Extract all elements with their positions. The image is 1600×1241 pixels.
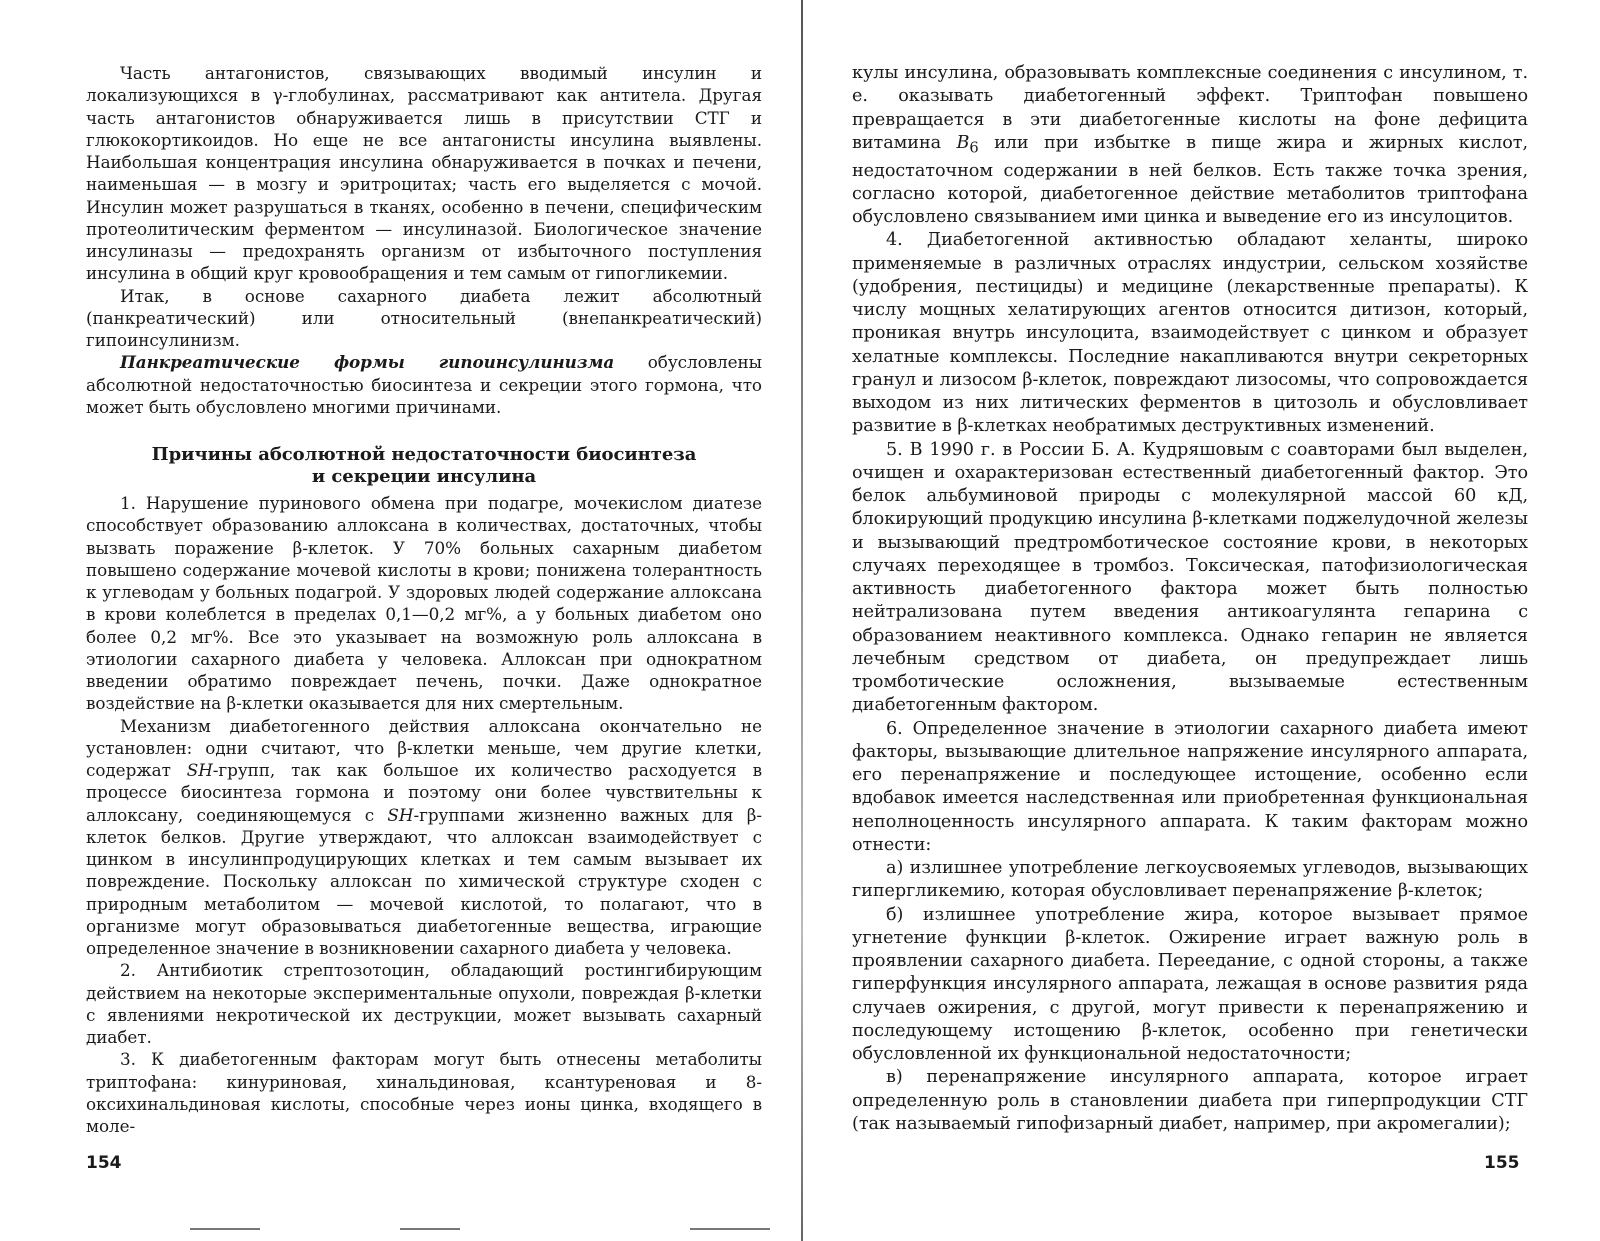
book-gutter xyxy=(801,0,803,1241)
scan-mark xyxy=(190,1228,260,1230)
paragraph: Панкреатические формы гипоинсулинизма обусловлены абсолютной недостаточностью биосинтеза и секреции этого гормона, что может быть обусловлено многими причинами. xyxy=(86,352,762,417)
heading-line: Причины абсолютной недостаточности биосинтеза xyxy=(151,444,697,465)
section-heading xyxy=(86,444,762,488)
page-number: 155 xyxy=(1484,1153,1520,1173)
paragraph: 4. Диабетогенной активностью обладают хеланты, широко применяемые в различных отраслях индустрии, сельском хозяйстве (удобрения, пестициды) и медицине (лекарственные препараты). К числу мощных хелатирующих агентов относится дитизон, который, проникая внутрь инсулоцита, взаимодействует с цинком и образует хелатные комплексы. Последние накапливаются внутри секреторных гранул и лизосом β-клеток, повреждают лизосомы, что сопровождается выходом из них литических ферментов в цитозоль и обусловливает развитие в β-клетках необратимых деструктивных изменений. xyxy=(852,230,1528,437)
paragraph: Итак, в основе сахарного диабета лежит абсолютный (панкреатический) или относительный (внепанкреатический) гипоинсулинизм. xyxy=(86,285,762,350)
scan-mark xyxy=(690,1228,770,1230)
emphasized-term: Панкреатические формы гипоинсулинизма xyxy=(120,352,615,373)
list-item: б) излишнее употребление жира, которое вызывает прямое угнетение функции β-клеток. Ожирение играет важную роль в проявлении сахарного диабета. Переедание, с одной стороны, а также гиперфункция инсулярного аппарата, лежащая в основе развития ряда случаев ожирения, с другой, могут привести к перенапряжению и последующему истощению β-клеток, особенно при генетически обусловленной их функциональной недостаточности; xyxy=(852,904,1528,1065)
paragraph: Механизм диабетогенного действия аллоксана окончательно не установлен: одни считают, что β-клетки меньше, чем другие клетки, содержат SH-групп, так как большое их количество расходуется в процессе биосинтеза гормона и поэтому они более чувствительны к аллоксану, соединяющемуся с SH-группами жизненно важных для β-клеток белков. Другие утверждают, что аллоксан взаимодействует с цинком в инсулинпродуцирующих клетках и тем самым вызывает их повреждение. Поскольку аллоксан по химической структуре сходен с природным метаболитом — мочевой кислотой, то полагают, что в организме могут образовываться диабетогенные вещества, играющие определенное значение в возникновении сахарного диабета у человека. xyxy=(86,715,762,958)
paragraph: 3. К диабетогенным факторам могут быть отнесены метаболиты триптофана: кинуриновая, хинальдиновая, ксантуреновая и 8-оксихинальдиновая кислоты, способные через ионы цинка, входящего в моле- xyxy=(86,1049,762,1136)
list-item: а) излишнее употребление легкоусвояемых углеводов, вызывающих гипергликемию, которая обусловливает перенапряжение β-клеток; xyxy=(852,858,1528,902)
scan-mark xyxy=(400,1228,460,1230)
paragraph: 5. В 1990 г. в России Б. А. Кудряшовым с соавторами был выделен, очищен и охарактеризован естественный диабетогенный фактор. Это белок альбуминовой природы с молекулярной массой 60 кД, блокирующий продукцию инсулина β-клетками поджелудочной железы и вызывающий предтромботическое состояние крови, в некоторых случаях переходящее в тромбоз. Токсическая, патофизиологическая активность диабетогенного фактора может быть полностью нейтрализована путем введения антикоагулянта гепарина с образованием неактивного комплекса. Однако гепарин не является лечебным средством от диабета, он предупреждает лишь тромботические осложнения, вызываемые естественным диабетогенным фактором. xyxy=(852,439,1528,716)
paragraph: кулы инсулина, образовывать комплексные соединения с инсулином, т. е. оказывать диабетогенный эффект. Триптофан повышено превращается в эти диабетогенные кислоты на фоне дефицита витамина $B_6$ или при избытке в пище жира и жирных кислот, недостаточном содержании в ней белков. Есть также точка зрения, согласно которой, диабетогенное действие метаболитов триптофана обусловлено связыванием ими цинка и выведение его из инсулоцитов. xyxy=(852,63,1529,228)
paragraph: 1. Нарушение пуринового обмена при подагре, мочекислом диатезе способствует образованию аллоксана в количествах, достаточных, чтобы вызвать поражение β-клеток. У 70% больных сахарным диабетом повышено содержание мочевой кислоты в крови; понижена толерантность к углеводам у больных подагрой. У здоровых людей содержание аллоксана в крови колеблется в пределах 0,1—0,2 мг%, а у больных диабетом оно более 0,2 мг%. Все это указывает на возможную роль аллоксана в этиологии сахарного диабета у человека. Аллоксан при однократном введении обратимо повреждает печень, почки. Даже однократное воздействие на β-клетки оказывается для них смертельным. xyxy=(86,493,762,714)
heading-line: и секреции инсулина xyxy=(311,466,537,487)
left-page xyxy=(86,62,762,1137)
paragraph: 6. Определенное значение в этиологии сахарного диабета имеют факторы, вызывающие длительное напряжение инсулярного аппарата, его перенапряжение и последующее истощение, особенно если вдобавок имеется наследственная или приобретенная функциональная неполноценность инсулярного аппарата. К таким факторам можно отнести: xyxy=(852,718,1528,855)
paragraph: 2. Антибиотик стрептозотоцин, обладающий ростингибирующим действием на некоторые экспериментальные опухоли, повреждая β-клетки с явлениями некротической их деструкции, может вызывать сахарный диабет. xyxy=(86,960,762,1047)
list-item: в) перенапряжение инсулярного аппарата, которое играет определенную роль в становлении диабета при гиперпродукции СТГ (так называемый гипофизарный диабет, например, при акромегалии); xyxy=(852,1067,1528,1134)
paragraph: Часть антагонистов, связывающих вводимый инсулин и локализующихся в γ-глобулинах, рассматривают как антитела. Другая часть антагонистов обнаруживается лишь в присутствии СТГ и глюкокортикоидов. Но еще не все антагонисты инсулина выявлены. Наибольшая концентрация инсулина обнаруживается в почках и печени, наименьшая — в мозгу и эритроцитах; часть его выделяется с мочой. Инсулин может разрушаться в тканях, особенно в печени, специфическим протеолитическим ферментом — инсулиназой. Биологическое значение инсулиназы — предохранять организм от избыточного поступления инсулина в общий круг кровообращения и тем самым от гипогликемии. xyxy=(86,63,762,284)
page-number: 154 xyxy=(86,1153,122,1173)
right-page xyxy=(852,62,1528,1136)
